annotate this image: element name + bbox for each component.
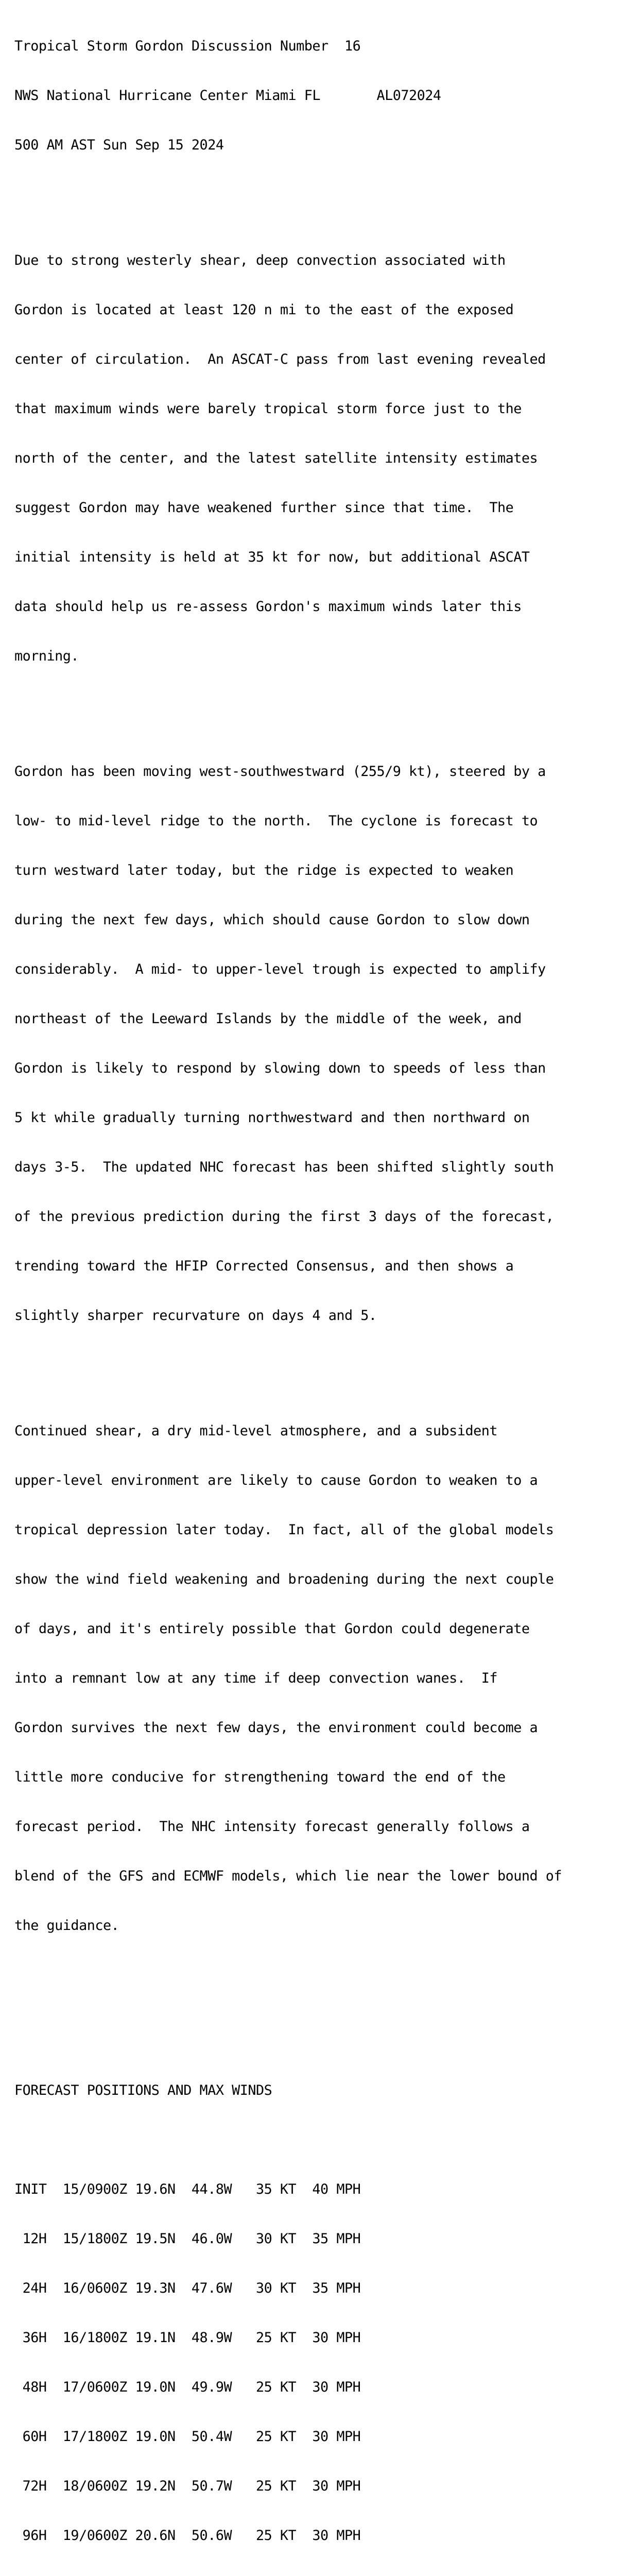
paragraph-3-line: blend of the GFS and ECMWF models, which lie near the lower bound of [14,1868,562,1884]
paragraph-1-line: that maximum winds were barely tropical storm force just to the [14,401,522,417]
paragraph-2-line: 5 kt while gradually turning northwestward and then northward on [14,1110,530,1126]
paragraph-1-line: north of the center, and the latest satellite intensity estimates [14,450,538,466]
blank-line [14,1357,562,1374]
forecast-row: 12H 15/1800Z 19.5N 46.0W 30 KT 35 MPH [14,2231,361,2247]
forecast-row: 24H 16/0600Z 19.3N 47.6W 30 KT 35 MPH [14,2280,361,2296]
paragraph-3-line: the guidance. [14,1918,119,1934]
paragraph-2-line: of the previous prediction during the first 3 days of the forecast, [14,1209,554,1225]
paragraph-2-line: turn westward later today, but the ridge is expected to weaken [14,862,514,878]
paragraph-3-line: Continued shear, a dry mid-level atmosphere, and a subsident [14,1423,497,1439]
forecast-row: INIT 15/0900Z 19.6N 44.8W 35 KT 40 MPH [14,2181,361,2197]
forecast-row: 96H 19/0600Z 20.6N 50.6W 25 KT 30 MPH [14,2528,361,2544]
forecast-heading: FORECAST POSITIONS AND MAX WINDS [14,2082,272,2098]
paragraph-2-line: Gordon has been moving west-southwestward (255/9 kt), steered by a [14,764,546,779]
paragraph-3-line: into a remnant low at any time if deep convection wanes. If [14,1670,497,1686]
paragraph-2-line: considerably. A mid- to upper-level trough is expected to amplify [14,961,546,977]
blank-line [14,2132,562,2148]
paragraph-2-line: trending toward the HFIP Corrected Consensus, and then shows a [14,1258,514,1274]
forecast-row: 48H 17/0600Z 19.0N 49.9W 25 KT 30 MPH [14,2379,361,2395]
blank-line [14,698,562,714]
paragraph-3-line: Gordon survives the next few days, the environment could become a [14,1720,538,1736]
forecast-row: 60H 17/1800Z 19.0N 50.4W 25 KT 30 MPH [14,2429,361,2445]
blank-line [14,187,562,203]
paragraph-3-line: upper-level environment are likely to cause Gordon to weaken to a [14,1472,538,1488]
paragraph-1-line: center of circulation. An ASCAT-C pass from last evening revealed [14,351,546,367]
paragraph-3-line: little more conducive for strengthening toward the end of the [14,1769,506,1785]
paragraph-1-line: Due to strong westerly shear, deep convection associated with [14,252,506,268]
issue-time: 500 AM AST Sun Sep 15 2024 [14,137,224,153]
paragraph-1-line: data should help us re-assess Gordon's maximum winds later this [14,599,522,615]
forecast-row: 72H 18/0600Z 19.2N 50.7W 25 KT 30 MPH [14,2478,361,2494]
paragraph-3-line: of days, and it's entirely possible that Gordon could degenerate [14,1621,530,1637]
paragraph-2-line: slightly sharper recurvature on days 4 and 5. [14,1308,377,1324]
paragraph-1-line: suggest Gordon may have weakened further since that time. The [14,500,514,516]
paragraph-1-line: initial intensity is held at 35 kt for now, but additional ASCAT [14,549,530,565]
paragraph-2-line: during the next few days, which should cause Gordon to slow down [14,912,530,928]
paragraph-3-line: tropical depression later today. In fact, all of the global models [14,1522,554,1538]
issuing-office: NWS National Hurricane Center Miami FL AL072024 [14,88,441,104]
discussion-title: Tropical Storm Gordon Discussion Number 16 [14,38,361,54]
blank-line [14,1967,562,1984]
forecast-row: 36H 16/1800Z 19.1N 48.9W 25 KT 30 MPH [14,2330,361,2346]
paragraph-1-line: morning. [14,648,79,664]
paragraph-2-line: days 3-5. The updated NHC forecast has been shifted slightly south [14,1159,554,1175]
paragraph-2-line: low- to mid-level ridge to the north. The cyclone is forecast to [14,813,538,829]
paragraph-3-line: show the wind field weakening and broadening during the next couple [14,1571,554,1587]
blank-line [14,2016,562,2033]
paragraph-3-line: forecast period. The NHC intensity forecast generally follows a [14,1819,530,1835]
paragraph-1-line: Gordon is located at least 120 n mi to the east of the exposed [14,302,514,318]
paragraph-2-line: northeast of the Leeward Islands by the middle of the week, and [14,1011,522,1027]
paragraph-2-line: Gordon is likely to respond by slowing down to speeds of less than [14,1060,546,1076]
discussion-document [14,5,562,2576]
